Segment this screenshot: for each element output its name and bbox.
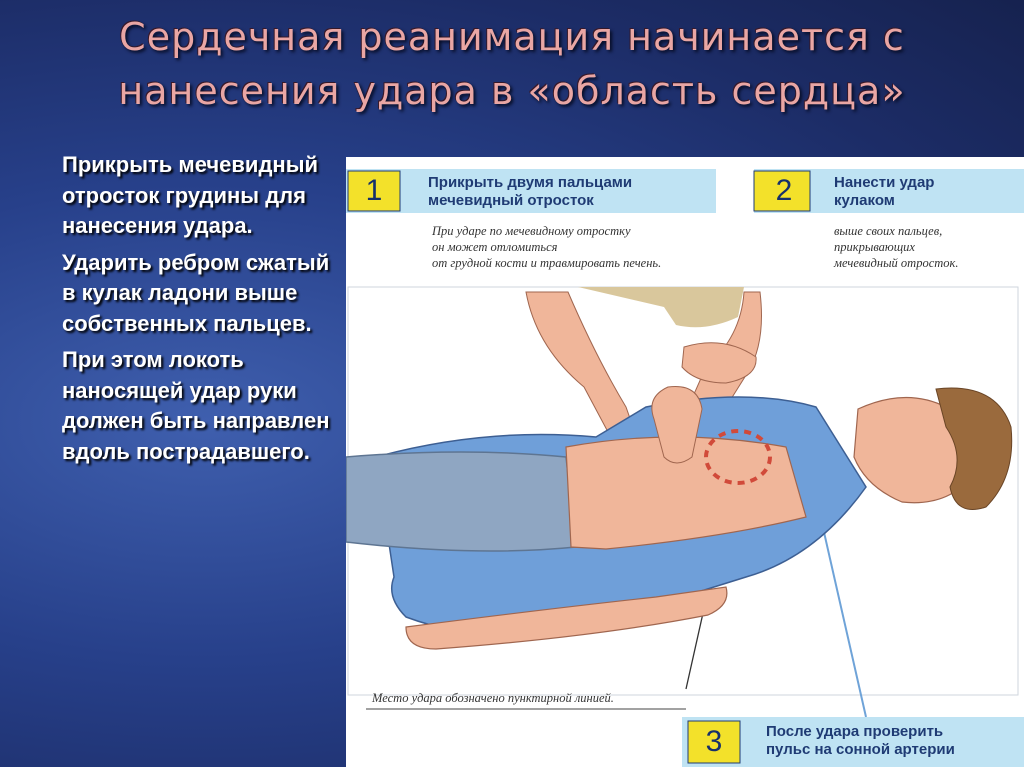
victim-jeans [346, 452, 576, 551]
impact-caption: Место удара обозначено пунктирной линией. [372, 691, 614, 705]
instruction-paragraph-2: Ударить ребром сжатый в кулак ладони выше собственных пальцев. [62, 249, 330, 336]
step-2-heading-line-1: Нанести удар [834, 174, 935, 191]
instruction-paragraph-3: При этом локоть наносящей удар руки должен быть направлен вдоль пострадавшего. [62, 347, 330, 464]
step-1-note [432, 223, 661, 271]
step-1-heading-line-1: Прикрыть двумя пальцами [428, 174, 633, 191]
step-2-note-line-3: мечевидный отросток. [834, 256, 959, 270]
instructions-text [62, 150, 342, 473]
step-2-heading-line-2: кулаком [834, 192, 895, 209]
cpr-illustration [346, 157, 1024, 767]
step-3-number: 3 [705, 725, 723, 758]
step-3-heading-line-2: пульс на сонной артерии [766, 741, 955, 758]
slide-title-line-1: Сердечная реанимация начинается с [119, 15, 905, 59]
step-2-heading [834, 174, 934, 210]
step-1-number: 1 [365, 174, 383, 207]
instruction-paragraph-1: Прикрыть мечевидный отросток грудины для нанесения удара. [62, 152, 319, 238]
step-2-number: 2 [775, 174, 793, 207]
step-2-note-line-2: прикрывающих [834, 240, 915, 254]
step-2-note [834, 223, 959, 271]
slide-title-line-2: нанесения удара в «область сердца» [118, 69, 906, 113]
slide-title [0, 10, 1024, 118]
step-1-heading-line-2: мечевидный отросток [428, 192, 594, 209]
step-1-note-line-3: от грудной кости и травмировать печень. [432, 256, 662, 270]
step-1-heading [428, 174, 632, 210]
step-2-note-line-1: выше своих пальцев, [834, 224, 943, 238]
step-3-heading-line-1: После удара проверить [766, 723, 944, 740]
step-1-note-line-2: он может отломиться [432, 240, 558, 254]
step-3-heading [766, 723, 955, 759]
step-1-note-line-1: При ударе по мечевидному отростку [432, 224, 631, 238]
